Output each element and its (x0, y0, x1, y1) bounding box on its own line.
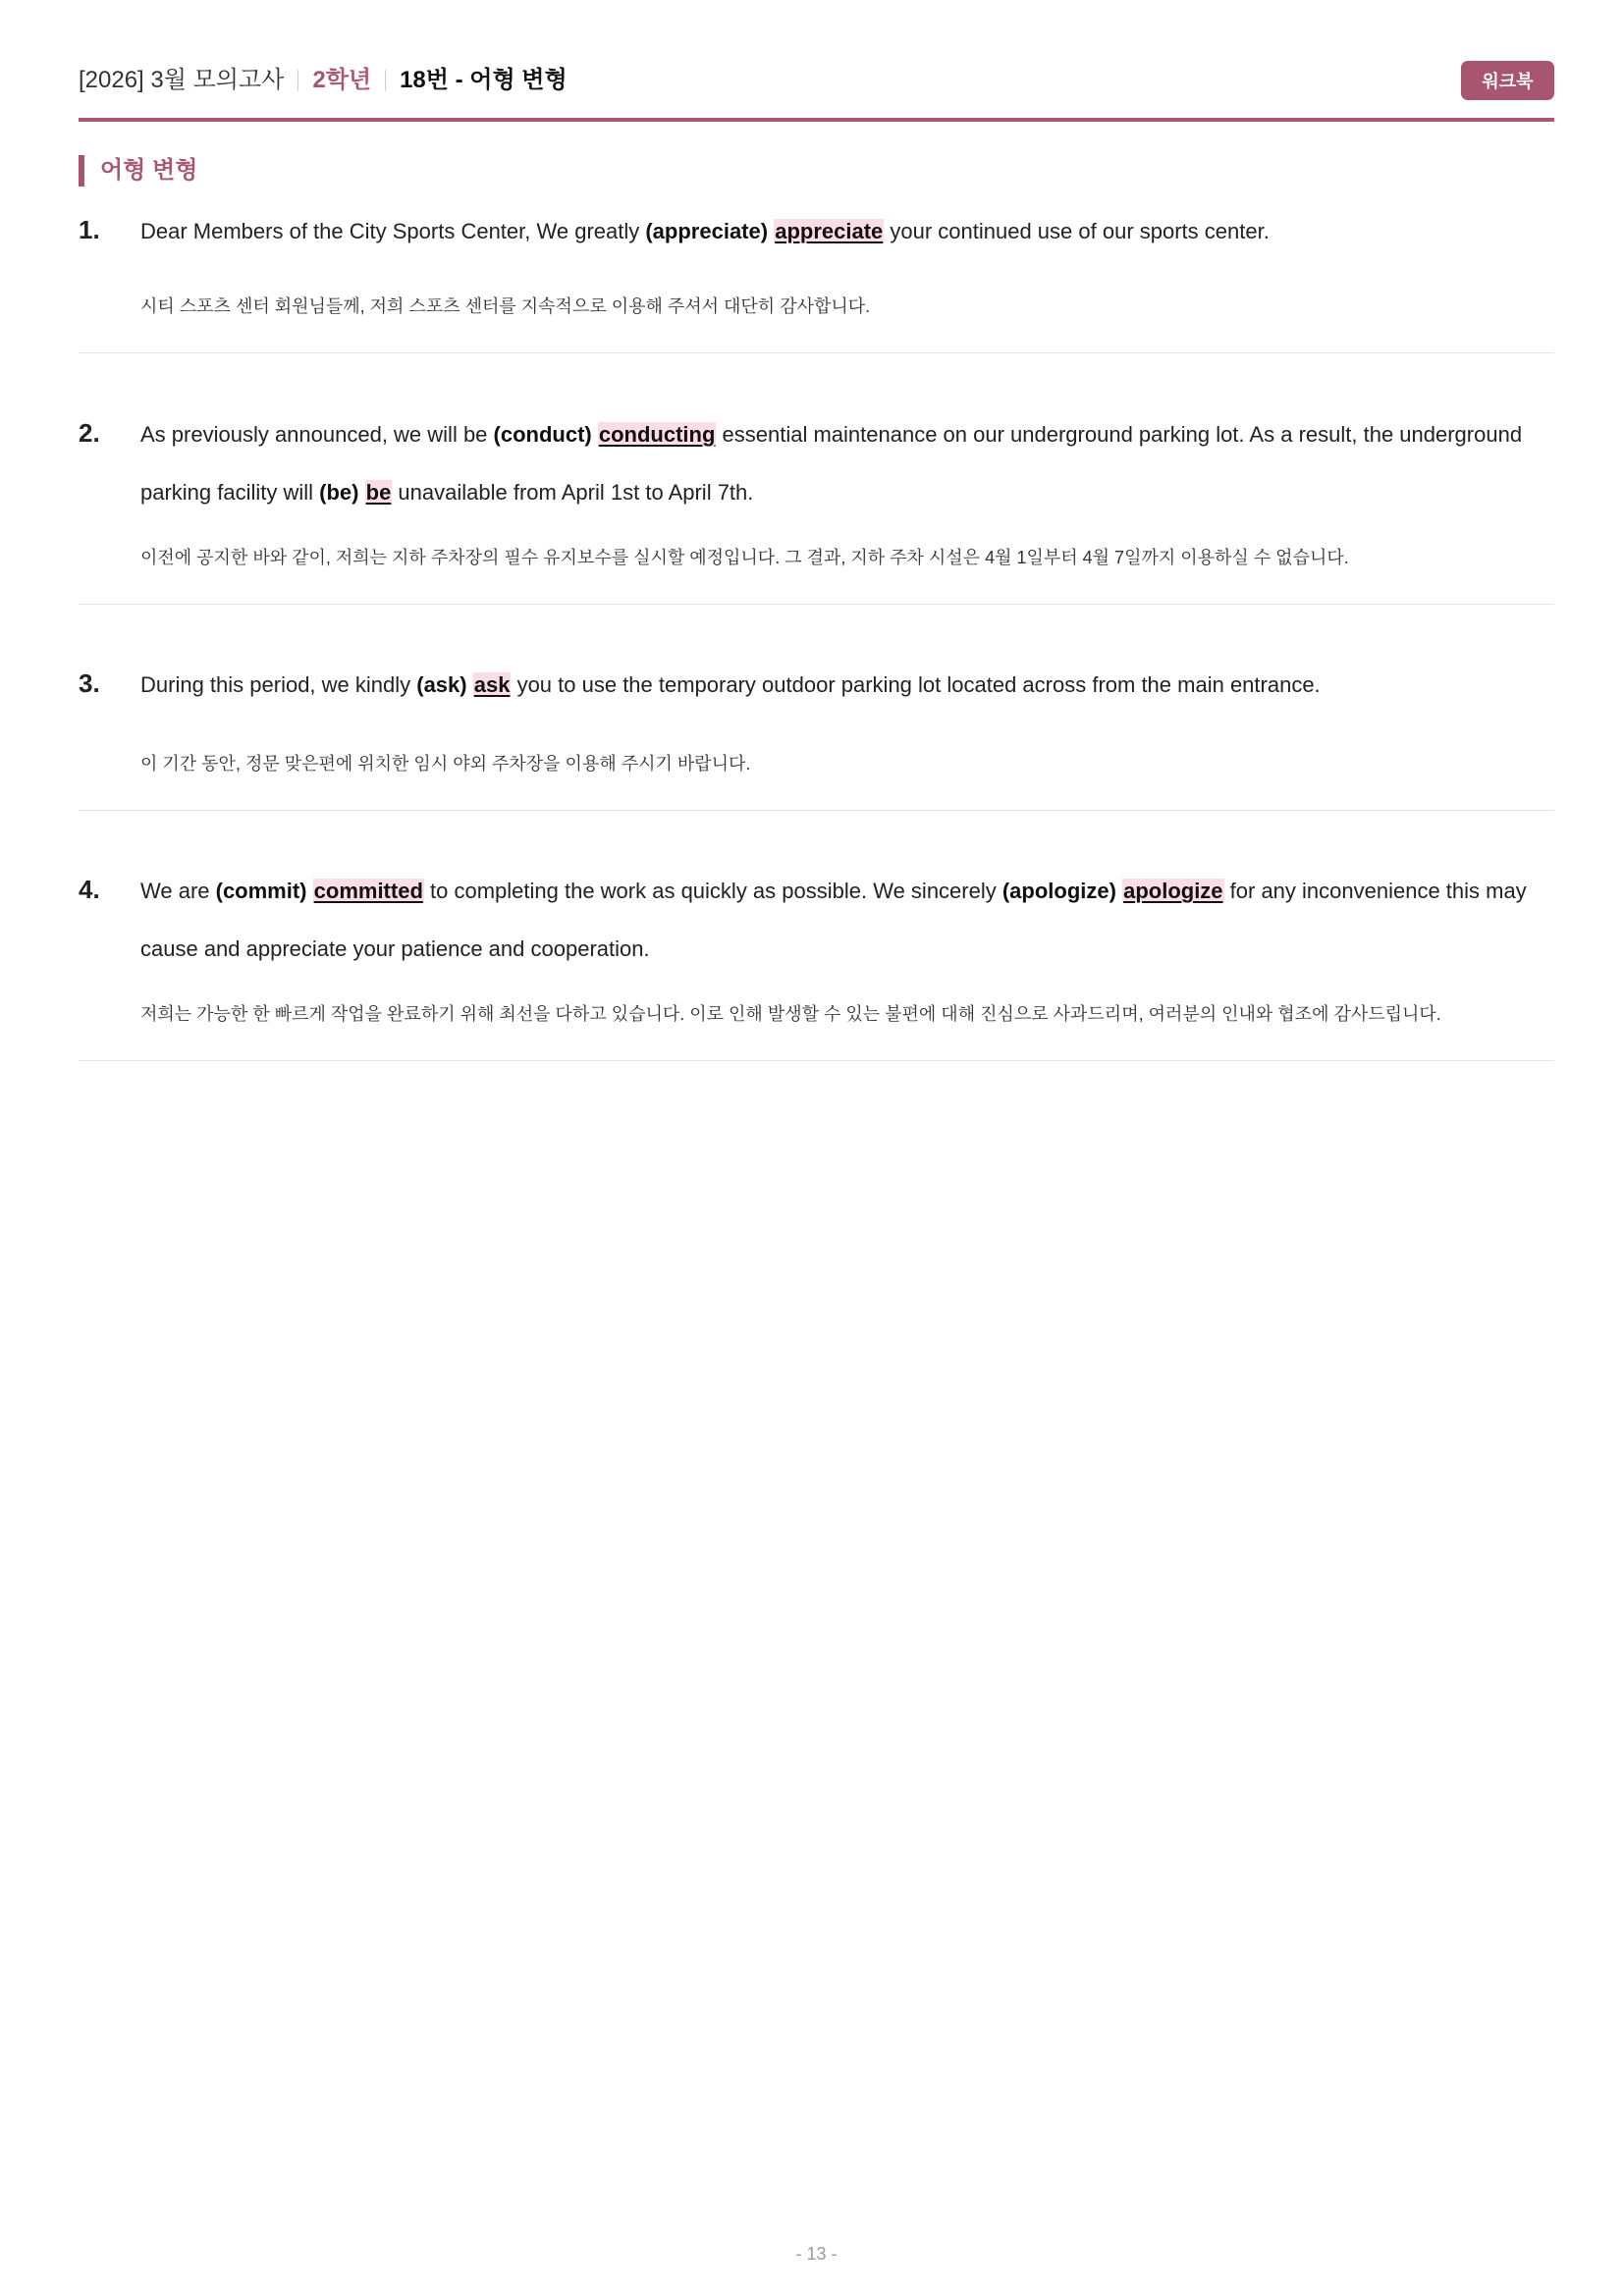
sentence-text (359, 480, 365, 505)
base-word: (conduct) (493, 422, 592, 447)
header-breadcrumb (79, 65, 568, 96)
base-word: (be) (319, 480, 359, 505)
base-word: (appreciate) (645, 219, 769, 243)
base-word: (apologize) (1001, 879, 1116, 903)
korean-translation: 저희는 가능한 한 빠르게 작업을 완료하기 위해 최선을 다하고 있습니다. 이로 인해 발생할 수 있는 불편에 대해 진심으로 사과드리며, 여러분의 인내와 협조에 감사드립니다. (140, 1004, 1441, 1024)
sentence-text: unavailable from April 1st to April 7th. (392, 480, 754, 505)
korean-translation: 이전에 공지한 바와 같이, 저희는 지하 주차장의 필수 유지보수를 실시할 예정입니다. 그 결과, 지하 주차 시설은 4월 1일부터 4월 7일까지 이용하실 수 없습니다. (140, 548, 1349, 567)
english-sentence (140, 862, 1554, 978)
english-sentence (140, 656, 1554, 714)
sentence-text (307, 879, 313, 903)
sentence-text: to completing the work as quickly as possible. We sincerely (423, 879, 1002, 903)
item-number: 3. (79, 668, 100, 698)
sentence-text: your continued use of our sports center. (884, 219, 1270, 243)
exercise-item (79, 862, 1554, 1061)
answer-word: ask (473, 672, 511, 697)
exercise-item (79, 405, 1554, 605)
sentence-text (592, 422, 598, 447)
sentence-text (467, 672, 473, 697)
header-divider (385, 70, 386, 91)
answer-word: be (365, 480, 392, 505)
answer-word: committed (313, 879, 423, 903)
item-number: 2. (79, 418, 100, 448)
answer-word: conducting (598, 422, 716, 447)
sentence-text: We are (140, 879, 216, 903)
sentence-text: for any inconvenience this may cause and appreciate your patience and cooperation. (140, 879, 1527, 961)
exercise-item (79, 202, 1554, 353)
item-number: 4. (79, 875, 100, 904)
sentence-text: essential maintenance on our underground parking lot. As a result, the underground parking facility will (140, 422, 1523, 505)
section-title: 어형 변형 (79, 155, 197, 187)
english-sentence (140, 405, 1554, 521)
sentence-text: As previously announced, we will be (140, 422, 494, 447)
workbook-badge: 워크북 (1461, 61, 1554, 100)
item-number: 1. (79, 215, 100, 244)
grade-label: 2학년 (312, 67, 372, 93)
question-title: 18번 - 어형 변형 (400, 67, 568, 93)
base-word: (ask) (416, 672, 467, 697)
answer-word: appreciate (775, 219, 884, 243)
workbook-page (79, 0, 1554, 2296)
korean-translation: 시티 스포츠 센터 회원님들께, 저희 스포츠 센터를 지속적으로 이용해 주셔서 대단히 감사합니다. (140, 296, 871, 316)
page-header (79, 61, 1554, 122)
sentence-text: Dear Members of the City Sports Center, We greatly (140, 219, 646, 243)
sentence-text: During this period, we kindly (140, 672, 417, 697)
answer-word: apologize (1123, 879, 1223, 903)
exercise-item (79, 656, 1554, 811)
english-sentence (140, 202, 1554, 260)
page-number: - 13 - (795, 2244, 838, 2264)
sentence-text: you to use the temporary outdoor parking lot located across from the main entrance. (511, 672, 1321, 697)
exam-label: [2026] 3월 모의고사 (79, 67, 285, 93)
korean-translation: 이 기간 동안, 정문 맞은편에 위치한 임시 야외 주차장을 이용해 주시기 바랍니다. (140, 754, 751, 774)
base-word: (commit) (215, 879, 307, 903)
